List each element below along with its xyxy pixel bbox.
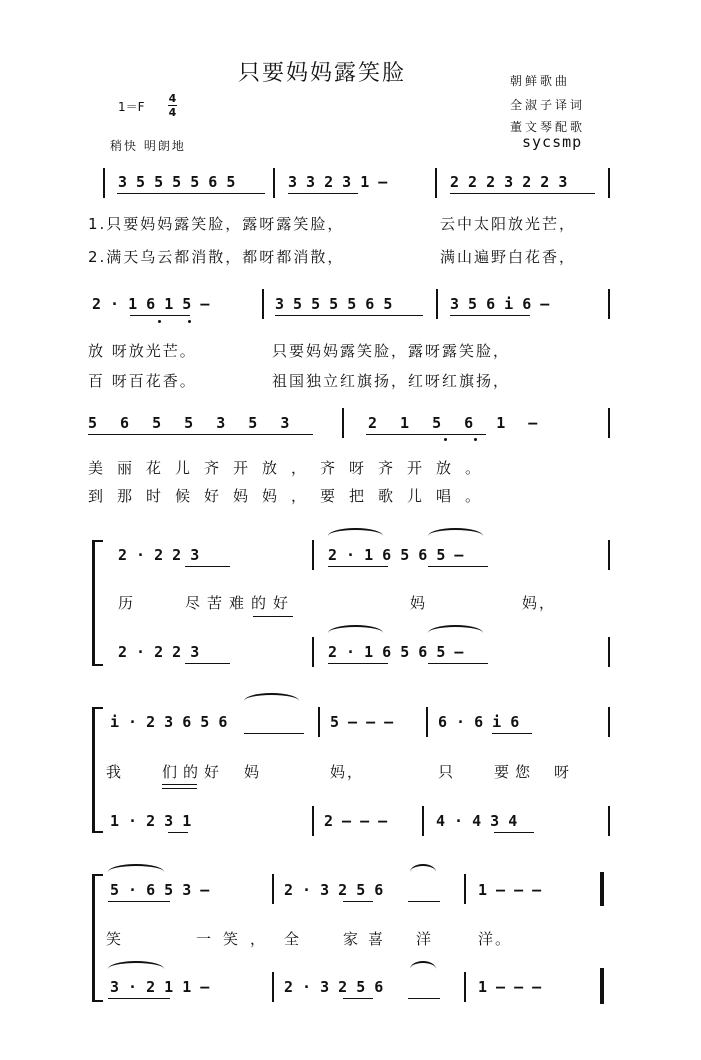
watermark: sycsmp: [522, 133, 583, 151]
measure-3-notes: 2 2 2 3 2 2 3: [450, 173, 568, 191]
measure-16-lower: 1 – – –: [478, 978, 542, 996]
final-barline: [600, 968, 604, 1004]
slur: [328, 625, 383, 641]
measure-14-lower: 3 · 2 1 1 –: [110, 978, 210, 996]
measure-1-notes: 3 5 5 5 5 6 5: [118, 173, 236, 191]
measure-11-lower: 1 · 2 3 1: [110, 812, 192, 830]
credit-lyricist: 全淑子译词: [510, 98, 586, 112]
beam: [366, 434, 486, 435]
barline: [464, 972, 466, 1002]
slur: [428, 625, 483, 641]
beam: [343, 998, 373, 999]
lyric-c: 全: [284, 930, 302, 948]
barline: [272, 874, 274, 904]
beam: [130, 315, 190, 316]
system-bracket: [92, 707, 103, 833]
barline: [608, 289, 610, 319]
barline: [435, 168, 437, 198]
final-barline: [600, 872, 604, 906]
barline: [262, 289, 264, 319]
time-bottom: 4: [168, 106, 177, 119]
beam: [108, 901, 170, 902]
measure-5-notes: 3 5 5 5 5 6 5: [275, 295, 393, 313]
lyric-verse1-c: 放 呀放光芒。: [88, 342, 197, 360]
time-signature: [168, 92, 177, 119]
measure-12-lower: 2 – – –: [324, 812, 388, 830]
barline: [342, 408, 344, 438]
barline: [312, 806, 314, 836]
beam: [408, 901, 440, 902]
low-octave-dot: [474, 438, 477, 441]
lyric-d: 妈，: [330, 763, 365, 781]
beam: [328, 663, 388, 664]
measure-13-upper: 6 · 6 i 6: [438, 713, 520, 731]
lyric-underline: [162, 784, 197, 785]
barline: [426, 707, 428, 737]
lyric-verse2-b: 满山遍野白花香，: [440, 248, 577, 266]
lyric-e: 只: [438, 763, 456, 781]
lyric-verse1-e: 美丽花儿齐开放，齐呀齐开放。: [88, 459, 495, 477]
lyric-g: 呀: [554, 763, 572, 781]
slur: [108, 864, 164, 880]
measure-9-upper: 2 · 2 2 3: [118, 546, 200, 564]
lyric-c: 妈: [244, 763, 262, 781]
measure-4-notes: 2 · 1 6 1 5 –: [92, 295, 210, 313]
beam: [185, 663, 230, 664]
beam: [275, 315, 423, 316]
barline: [312, 540, 314, 570]
beam: [328, 566, 388, 567]
beam: [343, 901, 373, 902]
beam: [88, 434, 313, 435]
lyric-d: 家喜: [343, 930, 394, 948]
barline: [608, 408, 610, 438]
measure-8-notes: 2 1 5 6 1 –: [368, 414, 545, 432]
measure-2-notes: 3 3 2 3 1 –: [288, 173, 388, 191]
beam: [288, 193, 358, 194]
lyric-d: 妈，: [522, 594, 557, 612]
lyric-a: 笑: [106, 930, 124, 948]
lyric-verse2-c: 百 呀百花香。: [88, 372, 197, 390]
song-title: 只要妈妈露笑脸: [238, 61, 407, 86]
system-bracket: [92, 540, 103, 666]
beam: [108, 998, 170, 999]
beam: [185, 566, 230, 567]
beam: [408, 998, 440, 999]
measure-12-upper: 5 – – –: [330, 713, 394, 731]
time-top: 4: [168, 92, 177, 105]
slur: [328, 528, 383, 544]
credit-arranger: 董文琴配歌: [510, 120, 586, 134]
measure-7-notes: 5 6 5 5 3 5 3: [88, 414, 297, 432]
barline: [608, 168, 610, 198]
slur: [410, 961, 436, 977]
lyric-verse2-d: 祖国独立红旗扬，红呀红旗扬，: [272, 372, 511, 390]
lyric-b: 们的好: [162, 763, 226, 781]
measure-10-upper: 2 · 1 6 5 6 5 –: [328, 546, 464, 564]
beam: [450, 315, 530, 316]
beam: [492, 733, 532, 734]
measure-9-lower: 2 · 2 2 3: [118, 643, 200, 661]
measure-15-lower: 2 · 3 2 5 6: [284, 978, 384, 996]
slur: [244, 693, 299, 709]
key-signature: 1＝F: [118, 100, 145, 114]
lyric-underline: [162, 788, 197, 789]
slur: [428, 528, 483, 544]
barline: [608, 637, 610, 667]
lyric-verse2-e: 到那时候好妈妈，要把歌儿唱。: [88, 487, 495, 505]
tempo-marking: 稍快 明朗地: [110, 139, 186, 153]
beam: [244, 733, 304, 734]
beam: [450, 193, 595, 194]
lyric-f: 要您: [494, 763, 537, 781]
lyric-verse2-a: 2.满天乌云都消散，都呀都消散，: [88, 248, 345, 266]
barline: [608, 540, 610, 570]
barline: [103, 168, 105, 198]
credit-origin: 朝鲜歌曲: [510, 74, 571, 88]
measure-14-upper: 5 · 6 5 3 –: [110, 881, 210, 899]
barline: [464, 874, 466, 904]
beam: [428, 663, 488, 664]
low-octave-dot: [188, 320, 191, 323]
lyric-verse1-d: 只要妈妈露笑脸，露呀露笑脸，: [272, 342, 511, 360]
beam: [117, 193, 265, 194]
barline: [608, 707, 610, 737]
low-octave-dot: [158, 320, 161, 323]
lyric-e: 洋: [416, 930, 434, 948]
measure-6-notes: 3 5 6 i 6 –: [450, 295, 550, 313]
measure-13-lower: 4 · 4 3 4: [436, 812, 518, 830]
lyric-underline: [253, 616, 293, 617]
system-bracket: [92, 874, 103, 1002]
barline: [436, 289, 438, 319]
barline: [422, 806, 424, 836]
slur: [410, 864, 436, 880]
lyric-verse1-b: 云中太阳放光芒，: [440, 215, 577, 233]
barline: [312, 637, 314, 667]
measure-15-upper: 2 · 3 2 5 6: [284, 881, 384, 899]
measure-10-lower: 2 · 1 6 5 6 5 –: [328, 643, 464, 661]
beam: [494, 832, 534, 833]
barline: [318, 707, 320, 737]
measure-16-upper: 1 – – –: [478, 881, 542, 899]
measure-11-upper: i · 2 3 6 5 6: [110, 713, 228, 731]
lyric-verse1-a: 1.只要妈妈露笑脸，露呀露笑脸，: [88, 215, 345, 233]
barline: [273, 168, 275, 198]
low-octave-dot: [444, 438, 447, 441]
lyric-a: 历: [118, 594, 136, 612]
beam: [428, 566, 488, 567]
barline: [608, 806, 610, 836]
slur: [108, 961, 164, 977]
beam: [168, 832, 188, 833]
barline: [272, 972, 274, 1002]
lyric-b: 尽苦难的好: [185, 594, 296, 612]
lyric-a: 我: [106, 763, 124, 781]
lyric-b: 一笑，: [196, 930, 278, 948]
lyric-f: 洋。: [478, 930, 513, 948]
lyric-c: 妈: [410, 594, 428, 612]
